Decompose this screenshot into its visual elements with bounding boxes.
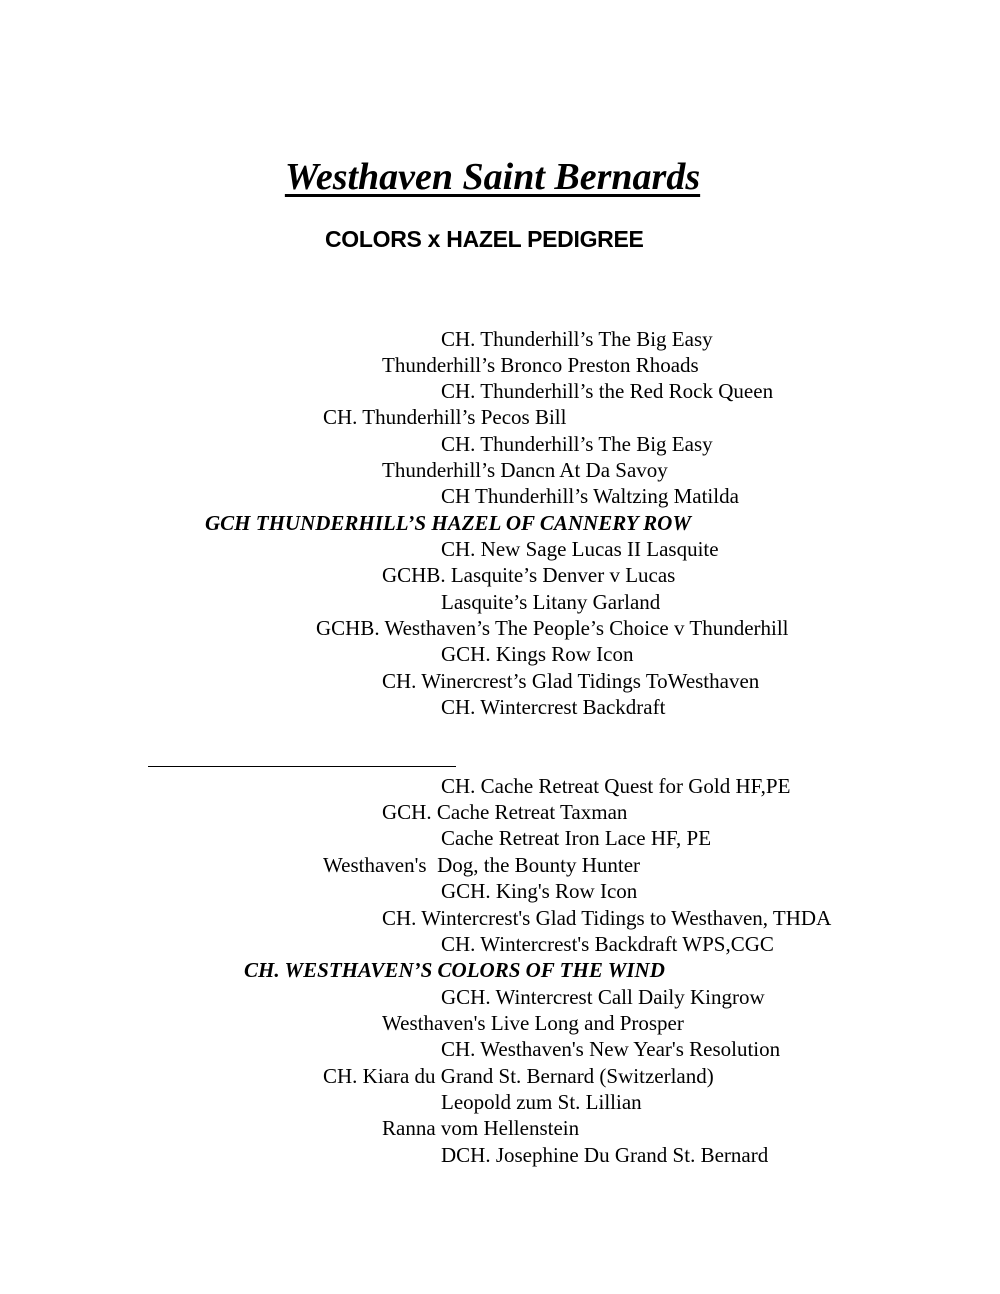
hazel-pedigree-dam-dam-sire: GCH. Kings Row Icon (441, 642, 634, 666)
colors-pedigree-dam-sire: Westhaven's Live Long and Prosper (382, 1011, 684, 1035)
colors-pedigree-dam-dam-sire: Leopold zum St. Lillian (441, 1090, 642, 1114)
hazel-pedigree-dam-sire: GCHB. Lasquite’s Denver v Lucas (382, 563, 676, 587)
page-subtitle: COLORS x HAZEL PEDIGREE (325, 226, 644, 252)
hazel-pedigree-dam: GCHB. Westhaven’s The People’s Choice v Thunderhill (316, 616, 789, 640)
hazel-pedigree-dam-dam: CH. Winercrest’s Glad Tidings ToWesthaven (382, 669, 760, 693)
hazel-pedigree-dam-dam-dam: CH. Wintercrest Backdraft (441, 695, 666, 719)
colors-pedigree-dam-dam-dam: DCH. Josephine Du Grand St. Bernard (441, 1143, 769, 1167)
colors-pedigree-sire-sire-sire: CH. Cache Retreat Quest for Gold HF,PE (441, 774, 791, 798)
colors-pedigree-sire-dam: CH. Wintercrest's Glad Tidings to Westhaven, THDA (382, 906, 832, 930)
hazel-pedigree-dam-sire-dam: Lasquite’s Litany Garland (441, 590, 661, 614)
colors-pedigree-subject: CH. WESTHAVEN’S COLORS OF THE WIND (244, 958, 665, 982)
colors-pedigree-dam-sire-dam: CH. Westhaven's New Year's Resolution (441, 1037, 781, 1061)
hazel-pedigree-dam-sire-sire: CH. New Sage Lucas II Lasquite (441, 537, 719, 561)
page-title (0, 154, 985, 200)
colors-pedigree-sire-sire-dam: Cache Retreat Iron Lace HF, PE (441, 826, 712, 850)
colors-pedigree-sire: Westhaven's Dog, the Bounty Hunter (323, 853, 641, 877)
colors-pedigree-sire-dam-dam: CH. Wintercrest's Backdraft WPS,CGC (441, 932, 774, 956)
hazel-pedigree-sire-dam-sire: CH. Thunderhill’s The Big Easy (441, 432, 713, 456)
colors-pedigree-dam-sire-sire: GCH. Wintercrest Call Daily Kingrow (441, 985, 765, 1009)
hazel-pedigree-sire-dam-dam: CH Thunderhill’s Waltzing Matilda (441, 484, 739, 508)
hazel-pedigree-sire-sire: Thunderhill’s Bronco Preston Rhoads (382, 353, 699, 377)
hazel-pedigree-sire-dam: Thunderhill’s Dancn At Da Savoy (382, 458, 668, 482)
hazel-pedigree-sire-sire-sire: CH. Thunderhill’s The Big Easy (441, 327, 713, 351)
section-divider (148, 766, 456, 767)
colors-pedigree-dam: CH. Kiara du Grand St. Bernard (Switzerland) (323, 1064, 714, 1088)
colors-pedigree-dam-dam: Ranna vom Hellenstein (382, 1116, 580, 1140)
colors-pedigree-sire-dam-sire: GCH. King's Row Icon (441, 879, 638, 903)
page-title-text: Westhaven Saint Bernards (284, 156, 701, 198)
hazel-pedigree-subject: GCH THUNDERHILL’S HAZEL OF CANNERY ROW (205, 511, 691, 535)
hazel-pedigree-sire: CH. Thunderhill’s Pecos Bill (323, 405, 567, 429)
colors-pedigree-sire-sire: GCH. Cache Retreat Taxman (382, 800, 628, 824)
hazel-pedigree-sire-sire-dam: CH. Thunderhill’s the Red Rock Queen (441, 379, 774, 403)
